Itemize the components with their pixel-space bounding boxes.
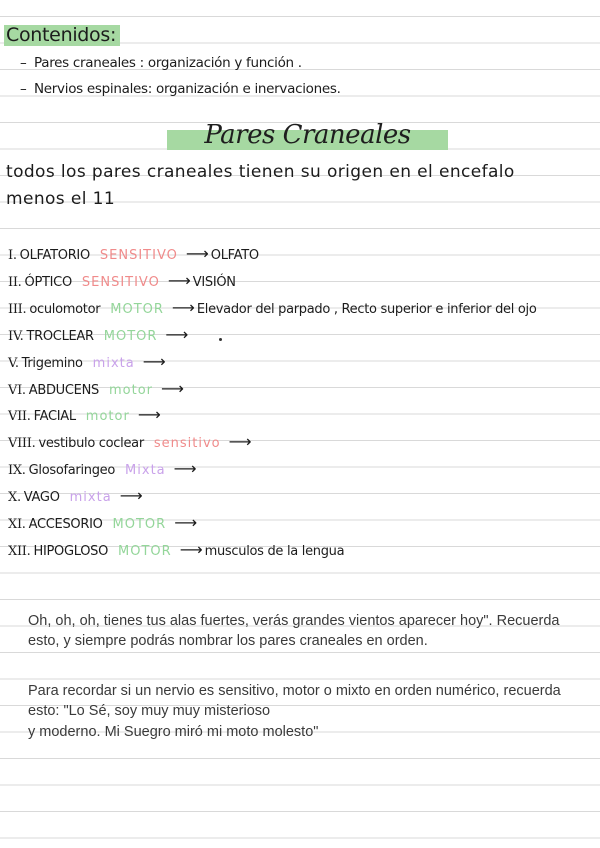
nerve-row (8, 405, 163, 424)
page-title: Pares Craneales (204, 120, 411, 150)
intro-line: todos los pares craneales tienen su origen en el encefalo (6, 162, 515, 182)
nerve-name: TROCLEAR (26, 329, 94, 344)
nerve-number: IV. (8, 329, 24, 344)
nerve-type: MOTOR (110, 302, 164, 317)
contents-heading: Contenidos: (4, 25, 120, 46)
arrow-icon: ⟶ (179, 540, 201, 559)
nerve-function: OLFATO (210, 248, 259, 263)
nerve-row (8, 271, 236, 290)
nerve-name: oculomotor (29, 302, 101, 317)
nerve-name: Glosofaringeo (28, 463, 116, 478)
mnemonic-order: Oh, oh, oh, tienes tus alas fuertes, verás grandes vientos aparecer hoy". Recuerda esto, y siempre podrás nombrar los pares craneales en orden. (28, 613, 560, 649)
nerve-name: Trigemino (21, 356, 83, 371)
nerve-type: sensitivo (153, 436, 221, 451)
arrow-icon: ⟶ (137, 405, 159, 424)
nerve-number: XII. (8, 544, 31, 559)
arrow-icon: ⟶ (119, 486, 141, 505)
nerve-row (8, 513, 199, 532)
nerve-number: III. (8, 302, 27, 317)
nerve-name: ACCESORIO (28, 517, 103, 532)
arrow-icon: ⟶ (142, 352, 164, 371)
nerve-type: motor (85, 409, 130, 424)
arrow-icon: ⟶ (167, 271, 189, 290)
nerve-type: SENSITIVO (81, 275, 160, 290)
nerve-number: VI. (8, 383, 26, 398)
nerve-number: I. (8, 248, 17, 263)
nerve-name: ABDUCENS (28, 383, 99, 398)
nerve-row (8, 298, 537, 317)
nerve-number: X. (8, 490, 21, 505)
nerve-number: VIII. (8, 436, 36, 451)
nerve-function: Elevador del parpado , Recto superior e inferior del ojo (196, 302, 537, 317)
nerve-row (8, 540, 344, 559)
arrow-icon: ⟶ (185, 244, 207, 263)
nerve-row (8, 459, 199, 478)
nerve-function: VISIÓN (192, 275, 236, 290)
nerve-name: FACIAL (33, 409, 76, 424)
nerve-name: vestibulo coclear (38, 436, 144, 451)
arrow-icon: ⟶ (171, 298, 193, 317)
arrow-icon: ⟶ (161, 379, 182, 398)
contents-item: – Pares craneales : organización y función . (20, 55, 302, 71)
nerve-row (8, 432, 254, 451)
nerve-name: HIPOGLOSO (33, 544, 109, 559)
nerve-function: musculos de la lengua (204, 544, 345, 559)
arrow-icon: ⟶ (174, 513, 196, 532)
nerve-type: MOTOR (118, 544, 172, 559)
nerve-number: V. (8, 356, 19, 371)
nerve-type: Mixta (125, 463, 166, 478)
nerve-type: MOTOR (112, 517, 167, 532)
nerve-type: motor (108, 383, 153, 398)
nerve-name: ÓPTICO (24, 275, 72, 290)
nerve-number: XI. (8, 517, 26, 532)
arrow-icon: ⟶ (173, 459, 195, 478)
contents-item: – Nervios espinales: organización e inervaciones. (20, 81, 341, 97)
arrow-icon: ⟶ (228, 432, 250, 451)
nerve-type: mixta (92, 356, 135, 371)
nerve-row (8, 352, 168, 371)
nerve-row (8, 486, 145, 505)
nerve-number: IX. (8, 463, 26, 478)
contents-item-text: Pares craneales : organización y función . (34, 55, 302, 71)
mnemonic-type-line-1: Para recordar si un nervio es sensitivo, motor o mixto en orden numérico, recuerda esto: "Lo Sé, soy muy muy misterioso (28, 683, 561, 719)
nerve-number: II. (8, 275, 22, 290)
nerve-type: SENSITIVO (99, 248, 178, 263)
nerve-type: MOTOR (103, 329, 158, 344)
nerve-number: VII. (8, 409, 31, 424)
nerve-name: OLFATORIO (19, 248, 90, 263)
nerve-name: VAGO (23, 490, 60, 505)
mnemonic-type-line-2: y moderno. Mi Suegro miró mi moto molesto" (28, 724, 319, 740)
nerve-type: mixta (69, 490, 112, 505)
stray-dot (219, 338, 222, 341)
contents-item-text: Nervios espinales: organización e inervaciones. (34, 81, 341, 97)
nerve-row (8, 244, 259, 263)
nerve-row (8, 325, 190, 344)
intro-line: menos el 11 (6, 189, 116, 209)
nerve-row (8, 379, 186, 398)
arrow-icon: ⟶ (165, 325, 187, 344)
